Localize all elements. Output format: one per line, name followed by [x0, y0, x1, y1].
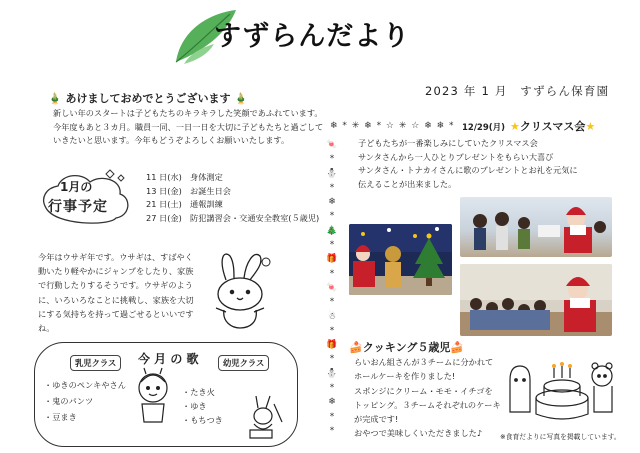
cooking-text	[354, 355, 501, 441]
infant-class-label: 乳児クラス	[70, 355, 121, 371]
text-line: 今年度もあと３カ月。職員一同、一日一日を大切に子どもたちと過ごして	[53, 121, 324, 132]
text-line: 伝えることが出来ました。	[358, 178, 457, 189]
page-title: すずらんだより	[214, 21, 411, 52]
song-item: ・鬼のパンツ	[44, 396, 94, 406]
schedule-date: 11 日(水)	[146, 172, 182, 182]
text-line: 動いたり軽やかにジャンプをしたり、家族	[38, 266, 194, 277]
footnote: ※食育だよりに写真を掲載しています。	[500, 433, 621, 441]
text-line: サンタさんから一人ひとりプレゼントをもらい大喜び	[358, 151, 554, 162]
cooking-heading-text: クッキング５歳児	[362, 341, 451, 354]
song-item: ・ゆきのペンキやさん	[44, 380, 126, 390]
photo-santa-gifts	[460, 197, 612, 257]
schedule-event: 通報訓練	[190, 199, 223, 209]
song-item: ・豆まき	[44, 412, 77, 422]
newyear-text	[53, 107, 323, 148]
star-icon: ★	[510, 120, 520, 133]
schedule-label-top: 1月の	[60, 180, 93, 194]
cake-icon: 🍰	[349, 341, 363, 354]
decorative-ornaments-top: ❄ * ✳ ❄ * ☆ ✳ ☆ ❄ ❄ *	[330, 121, 455, 131]
star-icon: ★	[585, 120, 596, 133]
text-line: 今年はウサギ年です。ウサギは、すばやく	[38, 252, 193, 262]
christmas-heading	[510, 118, 595, 134]
cake-icon: 🍰	[450, 341, 465, 354]
text-line: に、いろいろなことに挑戦し、家族を大切	[38, 294, 194, 305]
song-item: ・もちつき	[182, 415, 223, 425]
schedule-row	[146, 213, 319, 224]
rabbit-mochi-illustration	[246, 394, 286, 440]
newyear-heading-text: あけましておめでとうございます	[65, 92, 231, 105]
christmas-heading-text: クリスマス会	[519, 120, 586, 133]
christmas-text	[358, 137, 578, 191]
photo-santa-children	[460, 264, 612, 336]
song-item: ・たき火	[182, 387, 215, 397]
text-line: 新しい年のスタートは子どもたちのキラキラした笑顔であふれています。	[53, 108, 323, 118]
schedule-event: 身体測定	[190, 172, 223, 182]
text-line: いきたいと思います。今年もどうぞよろしくお願いいたします。	[53, 135, 290, 146]
schedule-event: 防犯講習会・交通安全教室(５歳児)	[190, 213, 320, 223]
text-line: 子どもたちが一番楽しみにしていたクリスマス会	[358, 138, 538, 148]
schedule-date: 21 日(土)	[146, 199, 182, 209]
christmas-date: 12/29(月)	[462, 123, 506, 133]
decorative-ornaments-side: 🍬 * ⛄ * ❄ * 🎄 * 🎁 * 🍬 * ☃ * 🎁 * ⛄ * ❄ * *	[326, 140, 338, 436]
text-line: にする気持ちを持って過ごせるといいです	[38, 308, 194, 319]
text-line: おやつで美味しくいただきました♪	[354, 428, 483, 439]
kadomatsu-icon: 🎍	[48, 92, 62, 105]
text-line: スポンジにクリーム・モモ・イチゴを	[354, 385, 493, 396]
schedule-event: お誕生日会	[190, 186, 231, 196]
rabbit-year-text	[38, 250, 194, 335]
song-item: ・ゆき	[182, 401, 207, 411]
text-line: らいおん組さんが３チームに分かれて	[354, 357, 494, 367]
text-line: サンタさん・トナカイさんに歌のプレゼントとお礼を元気に	[358, 165, 578, 176]
schedule-label-bottom: 行事予定	[48, 199, 108, 215]
rabbit-illustration	[204, 248, 278, 330]
songs-title: 今 月 の 歌	[138, 352, 199, 366]
cake-animals-illustration	[504, 350, 620, 428]
schedule-row	[146, 186, 231, 197]
schedule-date: 13 日(金)	[146, 186, 182, 196]
photo-santa-reindeer-tree	[349, 224, 452, 295]
newyear-heading	[48, 90, 248, 106]
schedule-row	[146, 172, 223, 183]
kadomatsu-icon: 🎍	[234, 92, 249, 105]
text-line: ホールケーキを作りました!	[354, 371, 456, 382]
text-line: トッピング。３チームそれぞれのケーキ	[354, 399, 501, 410]
schedule-date: 27 日(金)	[146, 213, 182, 223]
oni-child-illustration	[132, 366, 174, 426]
child-class-label: 幼児クラス	[218, 355, 269, 371]
schedule-row	[146, 199, 223, 210]
text-line: ね。	[38, 323, 55, 334]
date-and-school: 2023 年 1 月 すずらん保育園	[425, 84, 610, 98]
text-line: で行動したりするそうです。ウサギのよう	[38, 280, 193, 291]
text-line: が完成です!	[354, 414, 399, 425]
cooking-heading	[349, 339, 464, 355]
